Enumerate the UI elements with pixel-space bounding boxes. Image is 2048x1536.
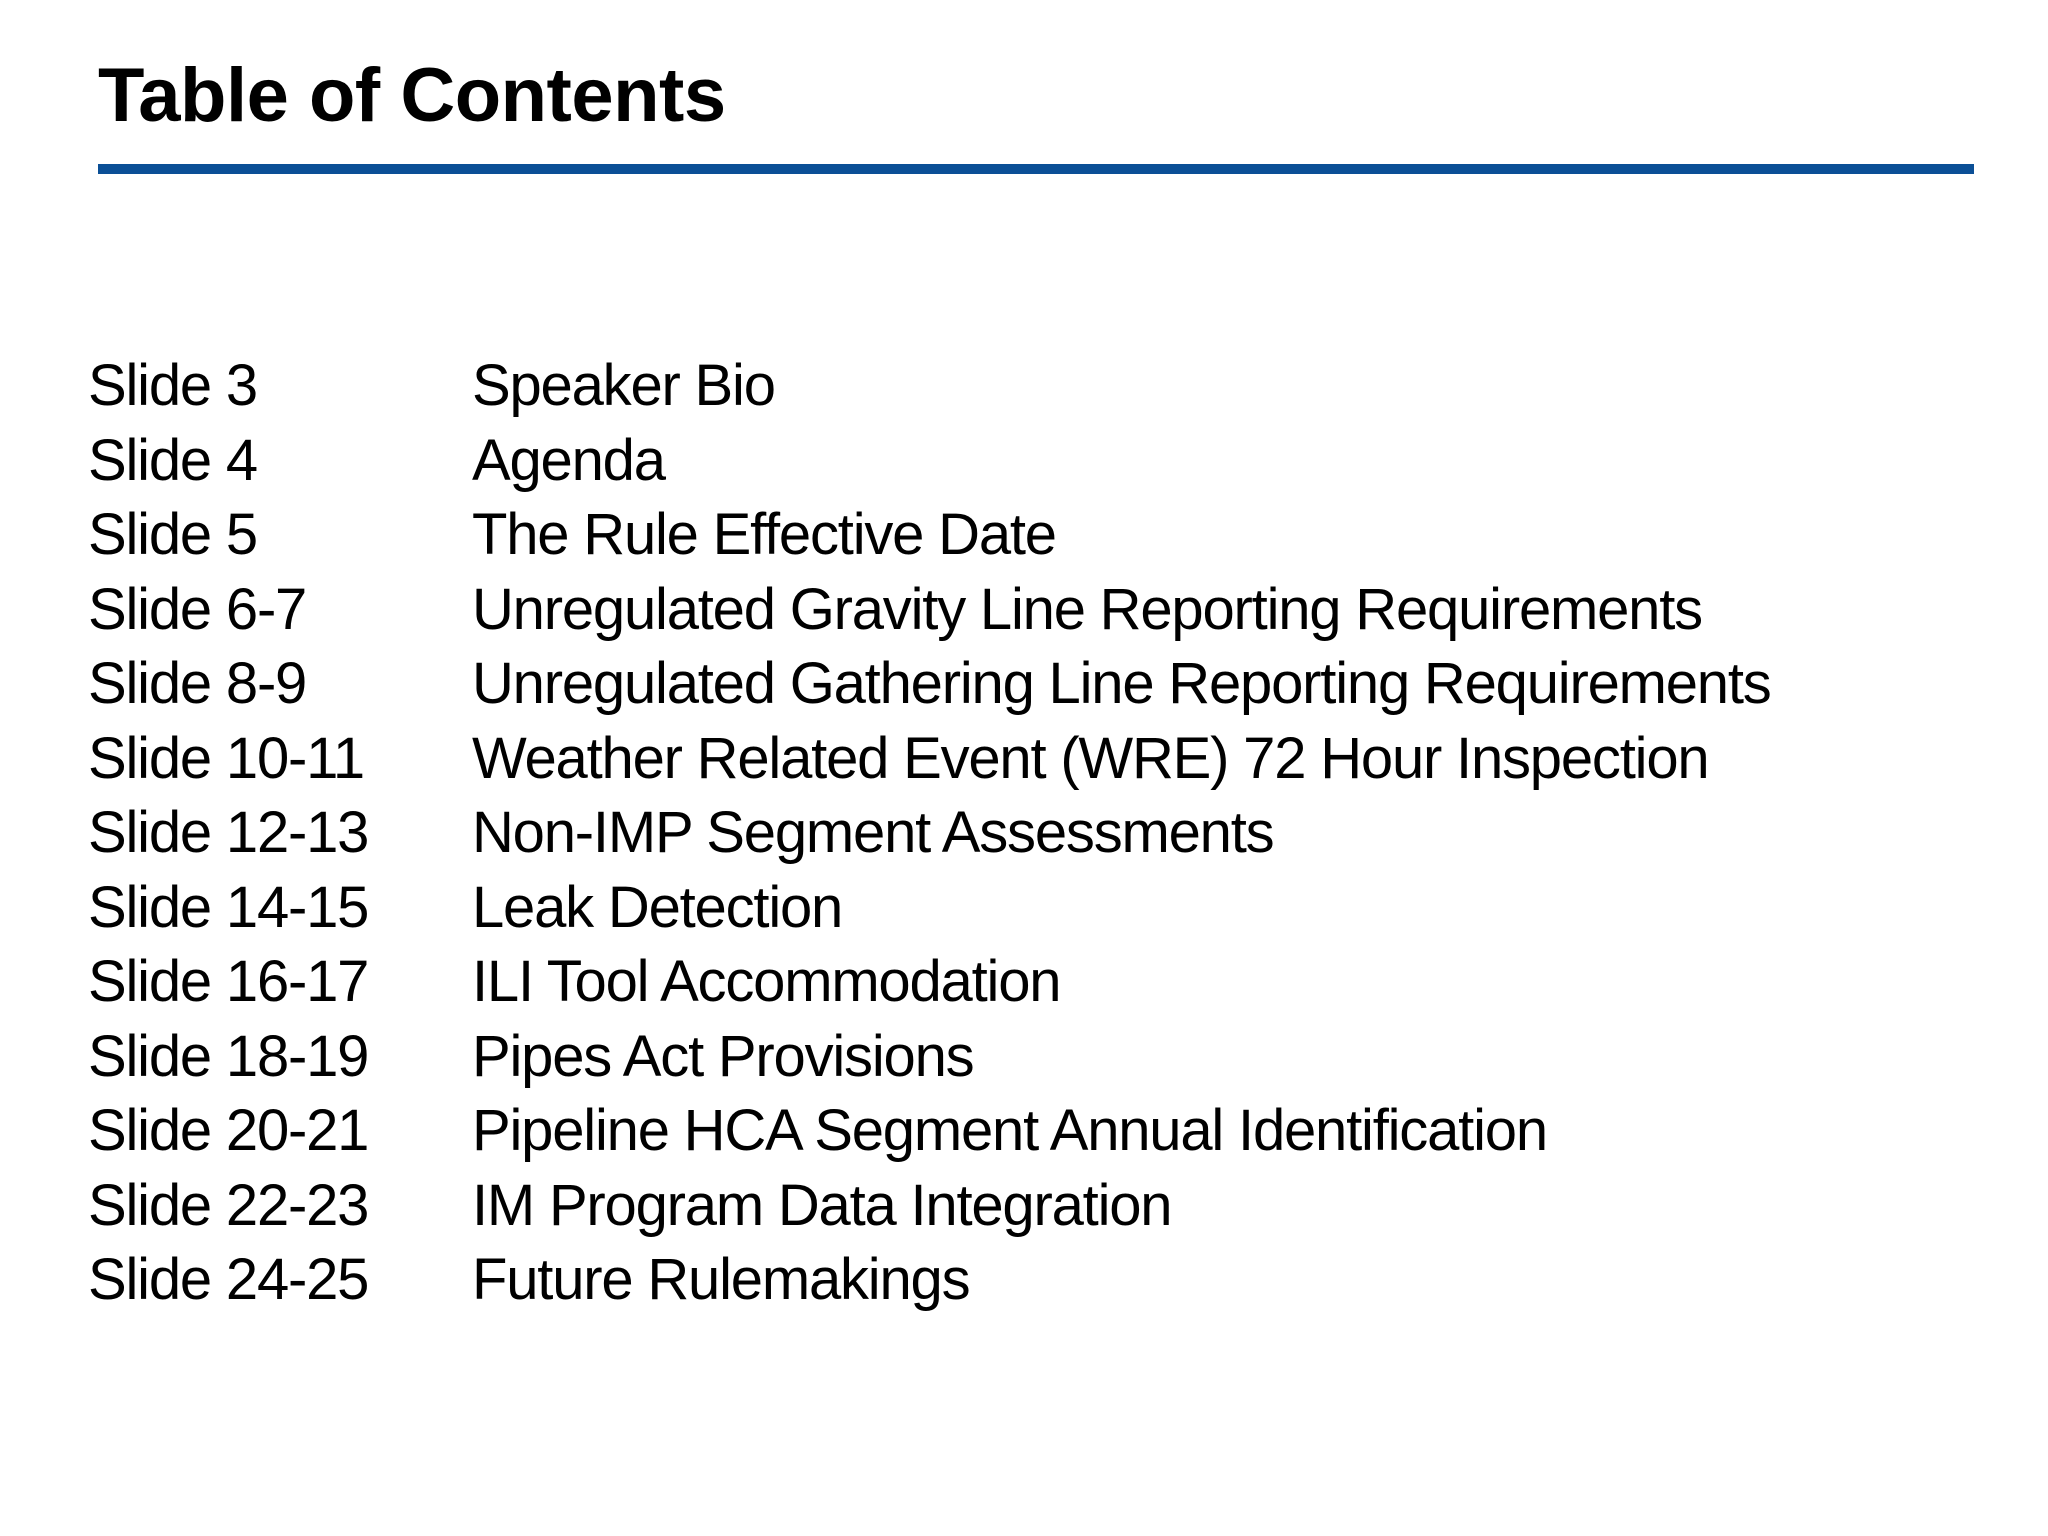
- table-of-contents: [88, 352, 1968, 1321]
- toc-row: [88, 352, 1968, 427]
- toc-row: [88, 1097, 1968, 1172]
- page-title: Table of Contents: [98, 53, 726, 138]
- toc-row: [88, 501, 1968, 576]
- toc-slide-number: Slide 4: [88, 427, 257, 493]
- toc-slide-number: Slide 5: [88, 502, 257, 567]
- toc-topic: Future Rulemakings: [472, 1247, 970, 1312]
- toc-slide-number: Slide 22-23: [88, 1172, 369, 1238]
- toc-row: [88, 1246, 1968, 1321]
- toc-topic: ILI Tool Accommodation: [472, 949, 1061, 1014]
- toc-row: [88, 874, 1968, 949]
- toc-topic: Leak Detection: [472, 874, 843, 940]
- toc-topic: Speaker Bio: [472, 353, 775, 418]
- toc-topic: Unregulated Gravity Line Reporting Requirements: [472, 576, 1702, 642]
- toc-slide-number: Slide 16-17: [88, 949, 369, 1014]
- toc-row: [88, 576, 1968, 651]
- toc-slide-number: Slide 18-19: [88, 1023, 369, 1089]
- toc-slide-number: Slide 24-25: [88, 1247, 369, 1312]
- toc-topic: Unregulated Gathering Line Reporting Requirements: [472, 651, 1771, 716]
- toc-topic: Non-IMP Segment Assessments: [472, 800, 1274, 865]
- toc-row: [88, 948, 1968, 1023]
- toc-slide-number: Slide 8-9: [88, 651, 307, 716]
- toc-topic: Agenda: [472, 427, 665, 493]
- toc-row: [88, 799, 1968, 874]
- toc-slide-number: Slide 10-11: [88, 725, 364, 791]
- toc-topic: Pipeline HCA Segment Annual Identification: [472, 1098, 1547, 1163]
- toc-slide-number: Slide 6-7: [88, 576, 307, 642]
- toc-topic: Pipes Act Provisions: [472, 1023, 974, 1089]
- toc-topic: Weather Related Event (WRE) 72 Hour Inspection: [472, 725, 1709, 791]
- toc-topic: IM Program Data Integration: [472, 1172, 1172, 1238]
- toc-slide-number: Slide 12-13: [88, 800, 369, 865]
- toc-row: [88, 1172, 1968, 1247]
- toc-topic: The Rule Effective Date: [472, 502, 1056, 567]
- toc-row: [88, 1023, 1968, 1098]
- title-underline: [98, 164, 1974, 174]
- toc-row: [88, 427, 1968, 502]
- toc-slide-number: Slide 3: [88, 353, 257, 418]
- toc-slide-number: Slide 20-21: [88, 1098, 369, 1163]
- toc-slide-number: Slide 14-15: [88, 874, 369, 940]
- toc-row: [88, 650, 1968, 725]
- toc-row: [88, 725, 1968, 800]
